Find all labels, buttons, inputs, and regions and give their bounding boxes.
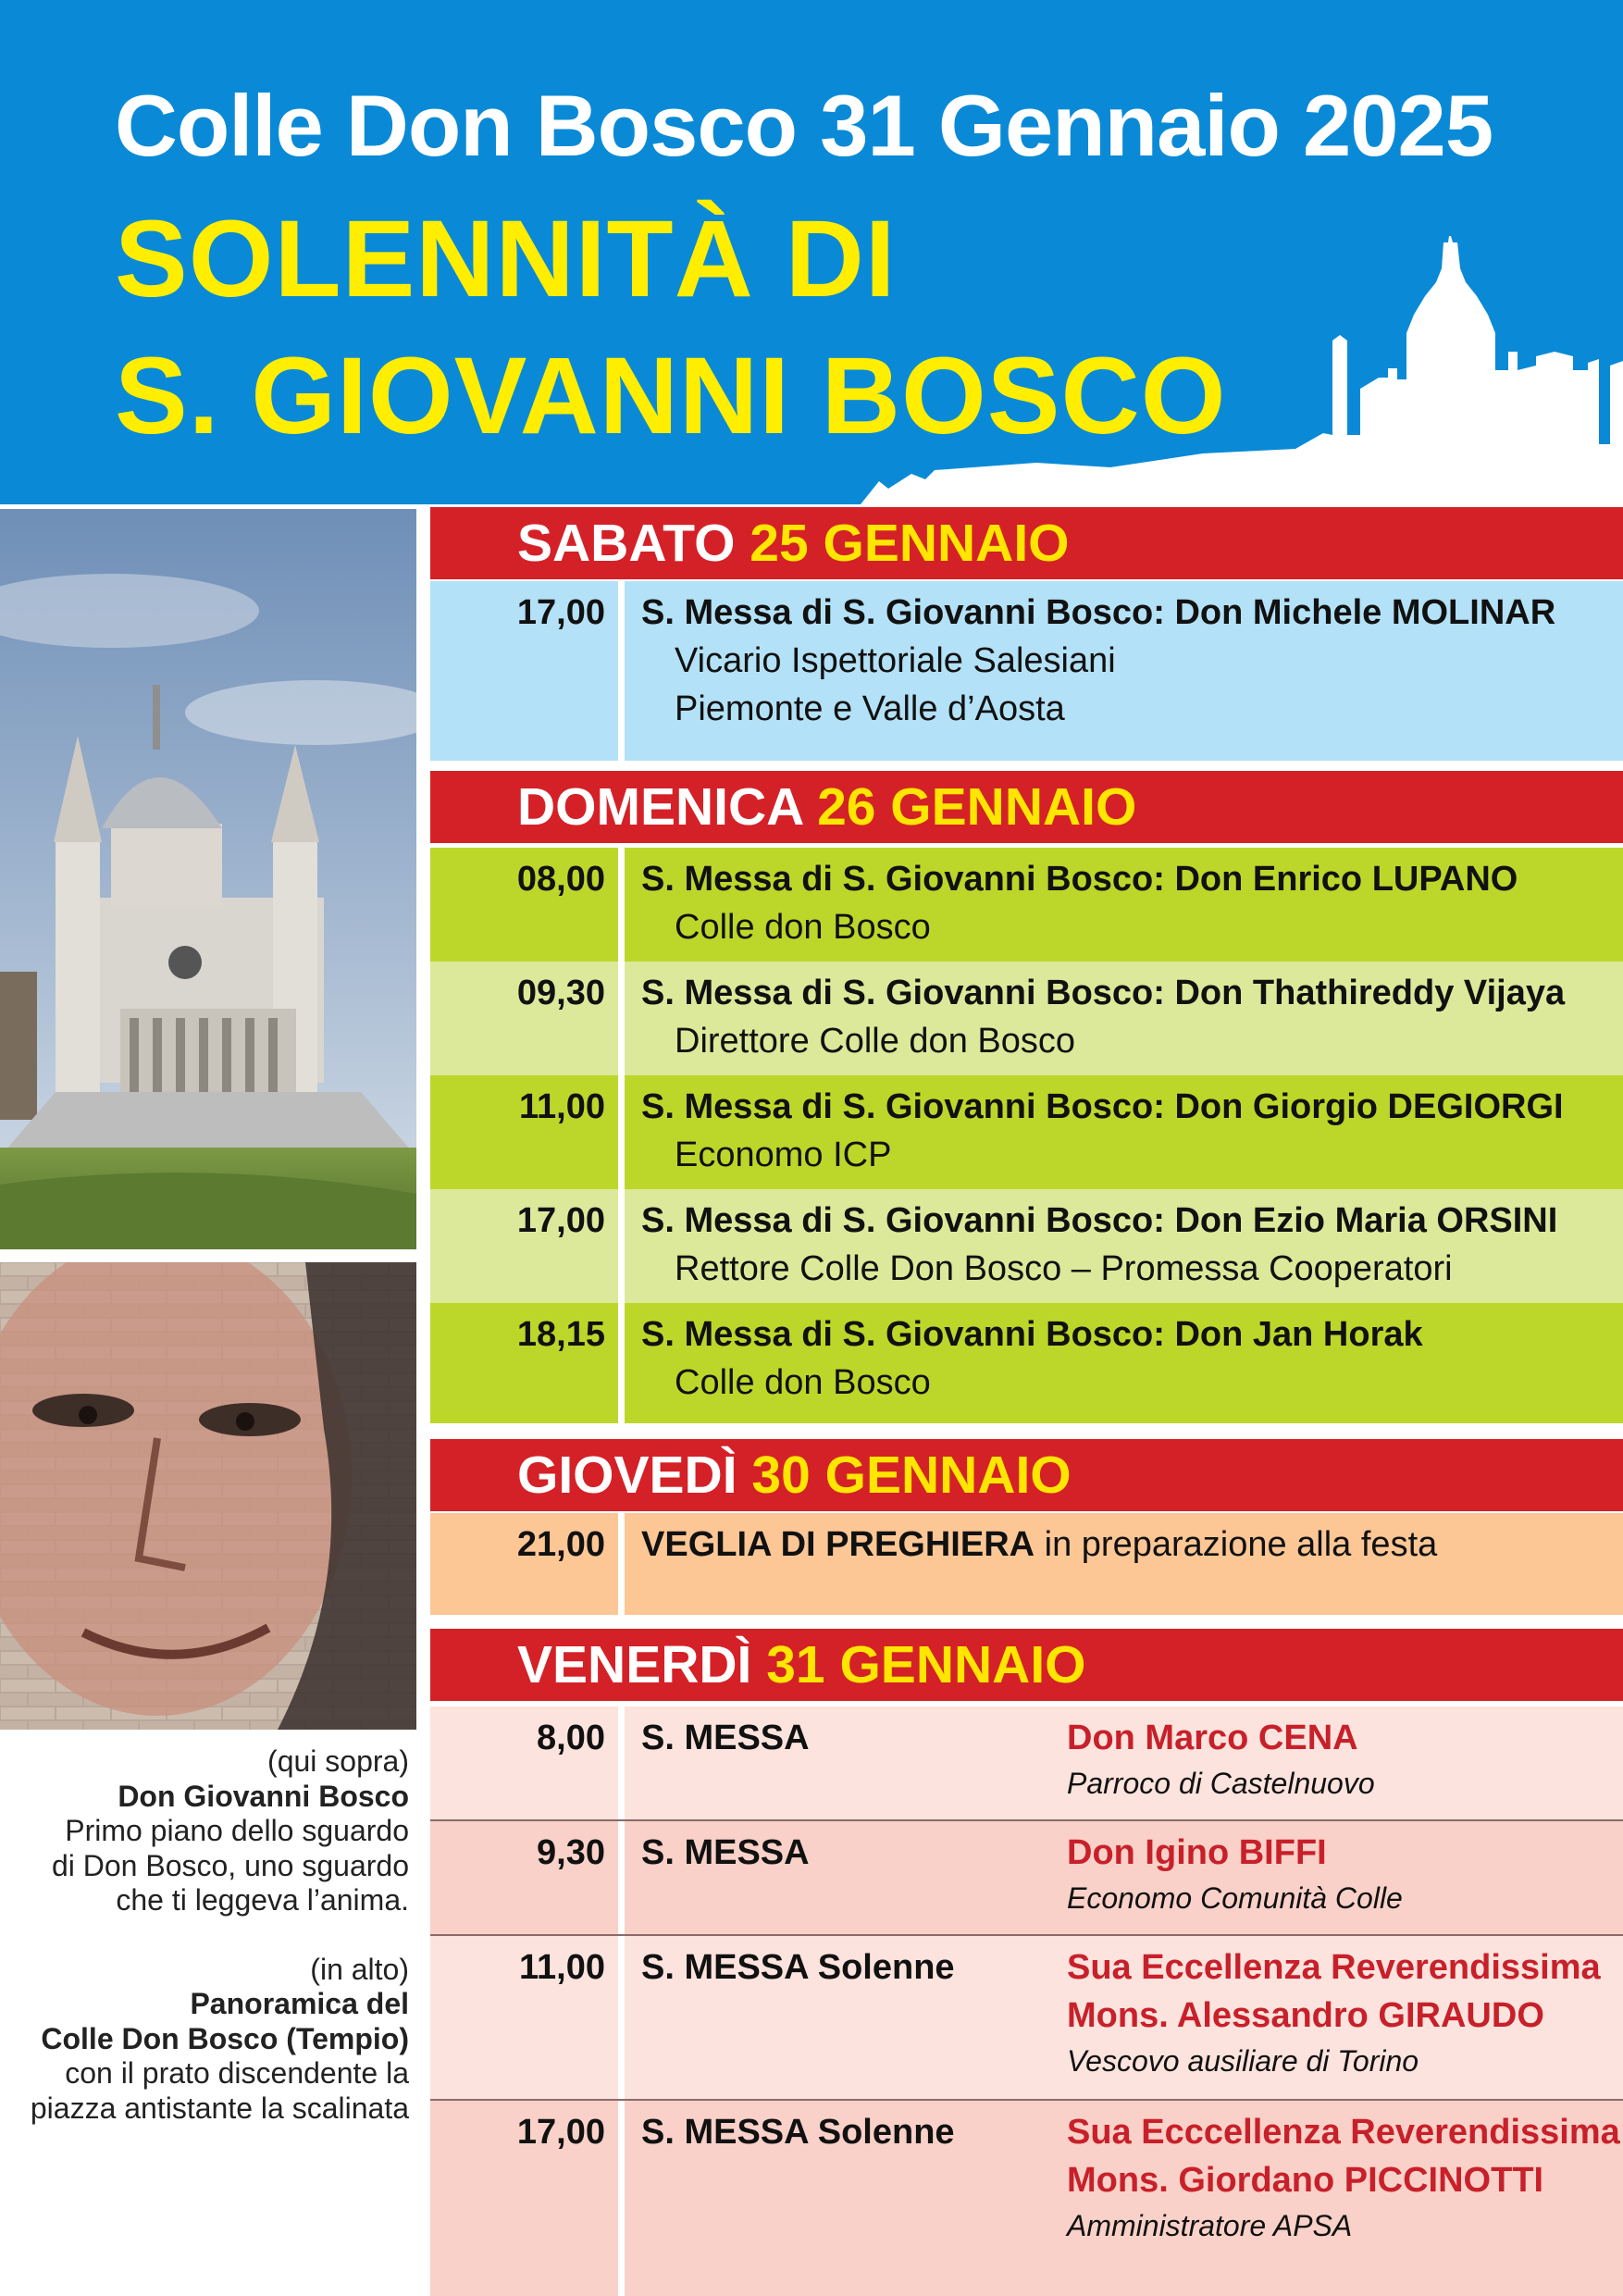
schedule-row bbox=[430, 1821, 1623, 1934]
event-time: 18,15 bbox=[430, 1303, 625, 1423]
celebrant-role: Amministratore APSA bbox=[1067, 2209, 1353, 2242]
caption-line: Colle Don Bosco (Tempio) bbox=[41, 2021, 409, 2055]
caption-line: che ti leggeva l’anima. bbox=[116, 1883, 409, 1917]
celebrant-role: Vescovo ausiliare di Torino bbox=[1067, 2044, 1419, 2078]
don-bosco-portrait bbox=[0, 1262, 416, 1730]
caption-line: Primo piano dello sguardo bbox=[65, 1814, 409, 1847]
event-time: 8,00 bbox=[430, 1706, 625, 1819]
celebrant-role: Parroco di Castelnuovo bbox=[1067, 1767, 1375, 1800]
day-name: DOMENICA bbox=[517, 777, 803, 837]
schedule-row bbox=[430, 962, 1623, 1075]
event-subtitle: Vicario Ispettoriale Salesiani bbox=[675, 641, 1116, 680]
solemnity-heading-line1: SOLENNITÀ DI bbox=[115, 198, 897, 320]
event-subtitle: Direttore Colle don Bosco bbox=[675, 1022, 1075, 1061]
schedule-row bbox=[430, 1189, 1623, 1303]
day-date: 25 GENNAIO bbox=[750, 514, 1070, 573]
basilica-photo bbox=[0, 509, 416, 1249]
event-time: 11,00 bbox=[430, 1936, 625, 2099]
schedule-row bbox=[430, 1075, 1623, 1189]
celebrant-name: Don Marco CENA bbox=[1067, 1719, 1358, 1757]
day-header-friday bbox=[430, 1629, 1623, 1701]
caption-line: Panoramica del bbox=[190, 1987, 409, 2020]
photo-captions bbox=[19, 1744, 409, 2126]
event-type: S. MESSA Solenne bbox=[641, 2113, 955, 2152]
event-title-bold: VEGLIA DI PREGHIERA bbox=[641, 1525, 1035, 1564]
event-time: 9,30 bbox=[430, 1821, 625, 1934]
schedule-row bbox=[430, 848, 1623, 962]
event-subtitle: Colle don Bosco bbox=[675, 1363, 931, 1402]
event-title: S. Messa di S. Giovanni Bosco: Don Jan Horak bbox=[641, 1315, 1423, 1354]
celebrant-role: Economo Comunità Colle bbox=[1067, 1881, 1403, 1915]
event-title: S. Messa di S. Giovanni Bosco: Don Enrico LUPANO bbox=[641, 860, 1518, 899]
schedule-row bbox=[430, 1303, 1623, 1423]
event-title: Colle Don Bosco 31 Gennaio 2025 bbox=[115, 77, 1493, 174]
event-time: 17,00 bbox=[430, 1189, 625, 1303]
event-title: S. Messa di S. Giovanni Bosco: Don Thathireddy Vijaya bbox=[641, 974, 1566, 1012]
event-type: S. MESSA Solenne bbox=[641, 1948, 955, 1987]
event-title: S. Messa di S. Giovanni Bosco: Don Giorgio DEGIORGI bbox=[641, 1087, 1564, 1126]
event-type: S. MESSA bbox=[641, 1833, 810, 1872]
caption-line: Don Giovanni Bosco bbox=[118, 1779, 409, 1813]
celebrant-name: Don Igino BIFFI bbox=[1067, 1833, 1327, 1872]
solemnity-heading-line2: S. GIOVANNI BOSCO bbox=[115, 335, 1227, 457]
day-date: 26 GENNAIO bbox=[817, 777, 1137, 837]
caption-line: piazza antistante la scalinata bbox=[30, 2091, 409, 2125]
event-type: S. MESSA bbox=[641, 1719, 810, 1757]
caption-line: di Don Bosco, uno sguardo bbox=[51, 1848, 409, 1882]
schedule-row bbox=[430, 1936, 1623, 2099]
event-time: 08,00 bbox=[430, 848, 625, 962]
event-title-rest: in preparazione alla festa bbox=[1035, 1525, 1438, 1564]
event-time: 11,00 bbox=[430, 1075, 625, 1189]
day-header-sunday bbox=[430, 771, 1623, 843]
caption-line: con il prato discendente la bbox=[65, 2056, 409, 2090]
schedule-row bbox=[430, 1513, 1623, 1615]
event-title: S. Messa di S. Giovanni Bosco: Don Ezio Maria ORSINI bbox=[641, 1201, 1558, 1240]
event-time: 17,00 bbox=[430, 581, 625, 761]
schedule-row bbox=[430, 1706, 1623, 1819]
day-header-saturday bbox=[430, 507, 1623, 579]
day-name: GIOVEDÌ bbox=[517, 1446, 737, 1505]
celebrant-title: Sua Eccellenza Reverendissima bbox=[1067, 1948, 1601, 1987]
schedule-row bbox=[430, 581, 1623, 761]
event-subtitle: Piemonte e Valle d’Aosta bbox=[675, 689, 1065, 728]
day-name: SABATO bbox=[517, 514, 736, 573]
event-subtitle: Economo ICP bbox=[675, 1136, 892, 1174]
event-subtitle: Rettore Colle Don Bosco – Promessa Cooperatori bbox=[675, 1249, 1453, 1288]
event-time: 17,00 bbox=[430, 2101, 625, 2296]
header-banner bbox=[0, 0, 1623, 518]
day-date: 30 GENNAIO bbox=[751, 1446, 1072, 1505]
day-header-thursday bbox=[430, 1439, 1623, 1511]
celebrant-name: Mons. Giordano PICCINOTTI bbox=[1067, 2161, 1544, 2200]
celebrant-title: Sua Ecccellenza Reverendissima bbox=[1067, 2113, 1620, 2152]
event-time: 09,30 bbox=[430, 962, 625, 1075]
day-name: VENERDÌ bbox=[517, 1635, 752, 1694]
caption-line: (in alto) bbox=[310, 1952, 409, 1986]
event-title: S. Messa di S. Giovanni Bosco: Don Michele MOLINAR bbox=[641, 593, 1556, 632]
schedule-row bbox=[430, 2101, 1623, 2296]
celebrant-name: Mons. Alessandro GIRAUDO bbox=[1067, 1996, 1544, 2035]
event-subtitle: Colle don Bosco bbox=[675, 908, 931, 947]
caption-line: (qui sopra) bbox=[267, 1744, 409, 1778]
day-date: 31 GENNAIO bbox=[766, 1635, 1086, 1694]
event-time: 21,00 bbox=[430, 1513, 625, 1615]
